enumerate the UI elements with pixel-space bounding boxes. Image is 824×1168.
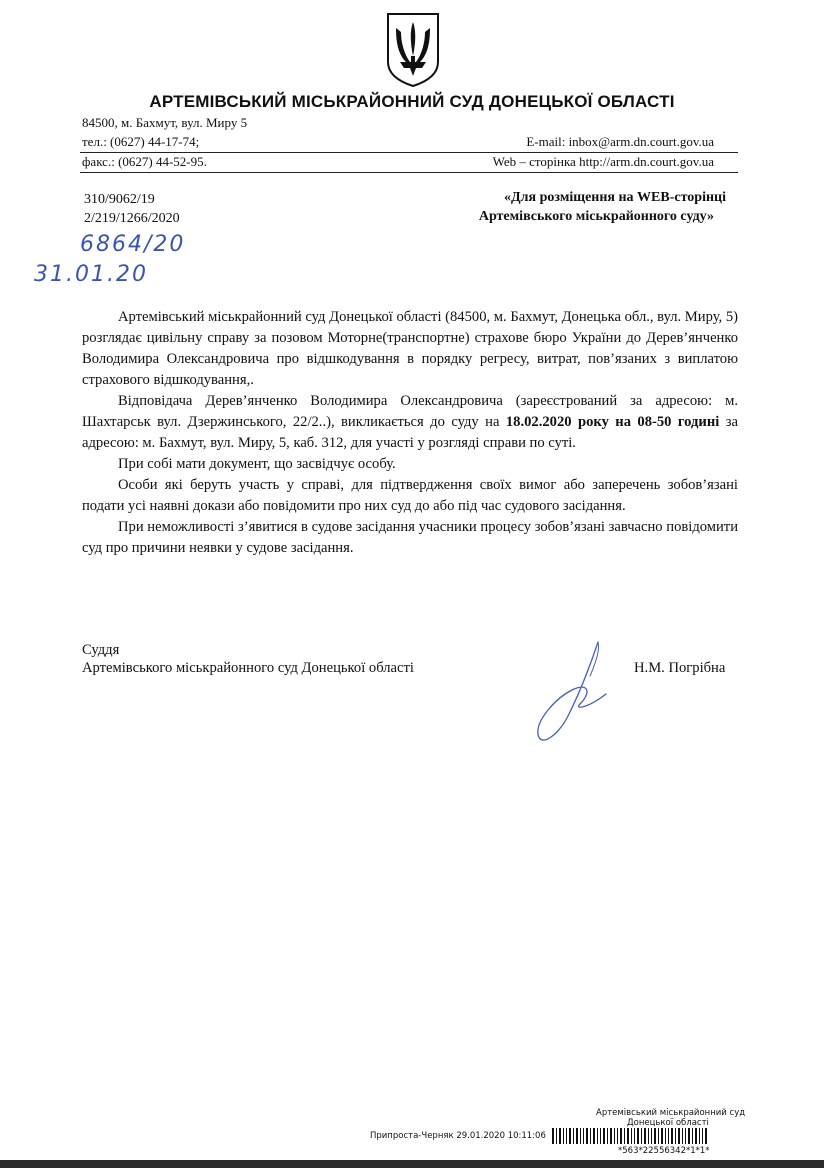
barcode-number: *563*22556342*1*1* [618, 1146, 710, 1156]
signer-role: Суддя [82, 642, 120, 658]
web-publication-note-line2: Артемівського міськрайонного суду» [478, 209, 714, 224]
signer-court: Артемівського міськрайонного суд Донецької області [82, 660, 414, 676]
court-title: АРТЕМІВСЬКИЙ МІСЬКРАЙОННИЙ СУД ДОНЕЦЬКОЇ ОБЛАСТІ [149, 92, 675, 111]
header-divider-1 [80, 152, 738, 153]
notice-body [82, 307, 738, 559]
coat-of-arms-emblem [386, 12, 440, 88]
court-email[interactable]: E-mail: inbox@arm.dn.court.gov.ua [526, 134, 714, 149]
handwritten-registration-number: 6864/20 [80, 232, 186, 257]
handwritten-signature [528, 636, 628, 756]
body-paragraph-4: Особи які беруть участь у справі, для підтвердження своїх вимог або заперечень зобов’язані подати усі наявні докази або повідомити про них суд до або під час судового засідання. [82, 477, 738, 514]
body-paragraph-3: При собі мати документ, що засвідчує особу. [118, 456, 396, 472]
registrar-timestamp: Припроста-Черняк 29.01.2020 10:11:06 [370, 1131, 546, 1141]
stamp-court-line1: Артемівський міськрайонний суд [596, 1108, 746, 1118]
scan-edge [0, 1160, 824, 1168]
document-barcode [552, 1128, 709, 1144]
court-fax: факс.: (0627) 44-52-95. [82, 154, 207, 169]
handwritten-registration-date: 31.01.20 [34, 262, 148, 287]
body-paragraph-2: Відповідача Дерев’янченко Володимира Олександровича (зареєстрований за адресою: м. Шахтарськ вул. Дзержинського, 22/2..), викликається до суду на 18.02.2020 року на 08-50 годині за адресою: м. Бахмут, вул. Миру, 5, каб. 312, для участі у розгляді справи по суті. [82, 393, 738, 451]
court-website[interactable]: Web – сторінка http://arm.dn.court.gov.ua [492, 154, 714, 169]
court-address: 84500, м. Бахмут, вул. Миру 5 [82, 115, 248, 130]
body-paragraph-5: При неможливості з’явитися в судове засідання учасники процесу зобов’язані завчасно повідомити суд про причини неявки у судове засідання. [82, 519, 738, 556]
stamp-court-line2: Донецької області [627, 1118, 709, 1128]
header-divider-2 [80, 172, 738, 173]
body-paragraph-1: Артемівський міськрайонний суд Донецької області (84500, м. Бахмут, Донецька обл., вул. Миру, 5) розглядає цивільну справу за позовом Моторне(транспортне) страхове бюро України до Дерев’янченко Володимира Олександровича про відшкодування в порядку регресу, витрат, пов’язаних з виплатою страхового відшкодування,. [82, 309, 738, 388]
hearing-datetime: 18.02.2020 року на 08-50 годині [505, 414, 720, 430]
web-publication-note-line1: «Для розміщення на WEB-сторінці [504, 190, 726, 205]
signer-name: Н.М. Погрібна [634, 660, 726, 676]
case-reference-2: 2/219/1266/2020 [84, 211, 180, 226]
case-reference-1: 310/9062/19 [84, 192, 155, 207]
court-phone: тел.: (0627) 44-17-74; [82, 134, 200, 149]
